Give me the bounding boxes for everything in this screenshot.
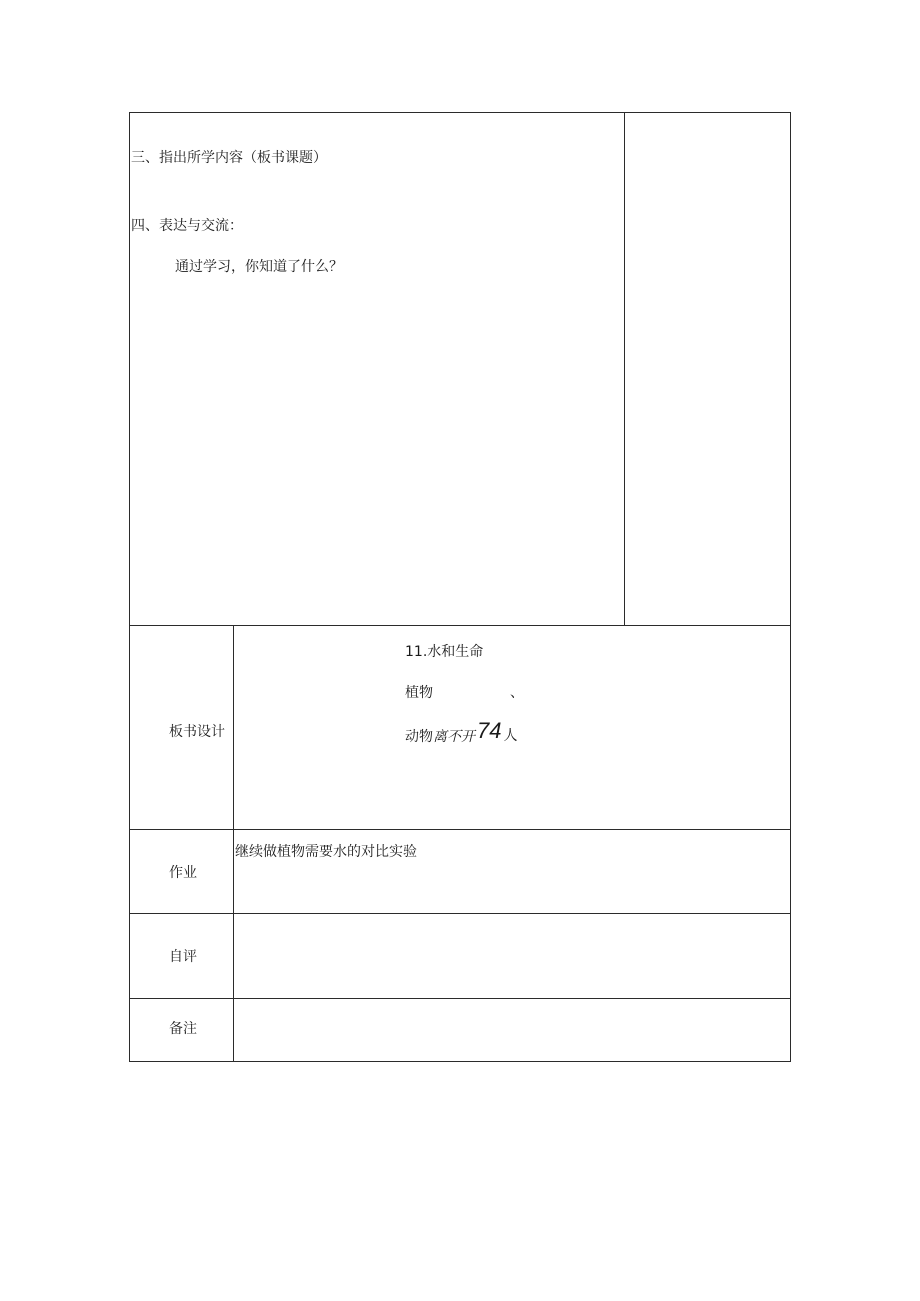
homework-label: 作业 (169, 865, 197, 881)
board-cannot-leave: 离不开 (433, 729, 475, 745)
board-title: 11.水和生命 (405, 644, 484, 660)
label-column-divider (233, 625, 234, 1062)
board-line-animals (405, 718, 518, 745)
row-divider-board (129, 625, 791, 626)
section-3-heading: 三、指出所学内容（板书课题） (131, 150, 327, 166)
board-person-word: 人 (503, 728, 518, 744)
self-eval-label: 自评 (169, 949, 197, 965)
board-design-label: 板书设计 (169, 724, 225, 740)
table-frame (129, 112, 791, 1062)
homework-content: 继续做植物需要水的对比实验 (235, 844, 417, 860)
board-animals-word: 动物 (405, 729, 433, 745)
upper-column-divider (624, 112, 625, 625)
notes-label: 备注 (169, 1021, 197, 1037)
row-divider-homework (129, 829, 791, 830)
board-line-plants-mark: 、 (510, 685, 524, 701)
board-number: 74 (477, 718, 502, 743)
section-4-heading: 四、表达与交流： (131, 218, 243, 234)
reflection-prompt: 通过学习，你知道了什么？ (175, 259, 343, 275)
row-divider-self-eval (129, 913, 791, 914)
board-line-plants: 植物 (405, 685, 433, 701)
row-divider-notes (129, 998, 791, 999)
